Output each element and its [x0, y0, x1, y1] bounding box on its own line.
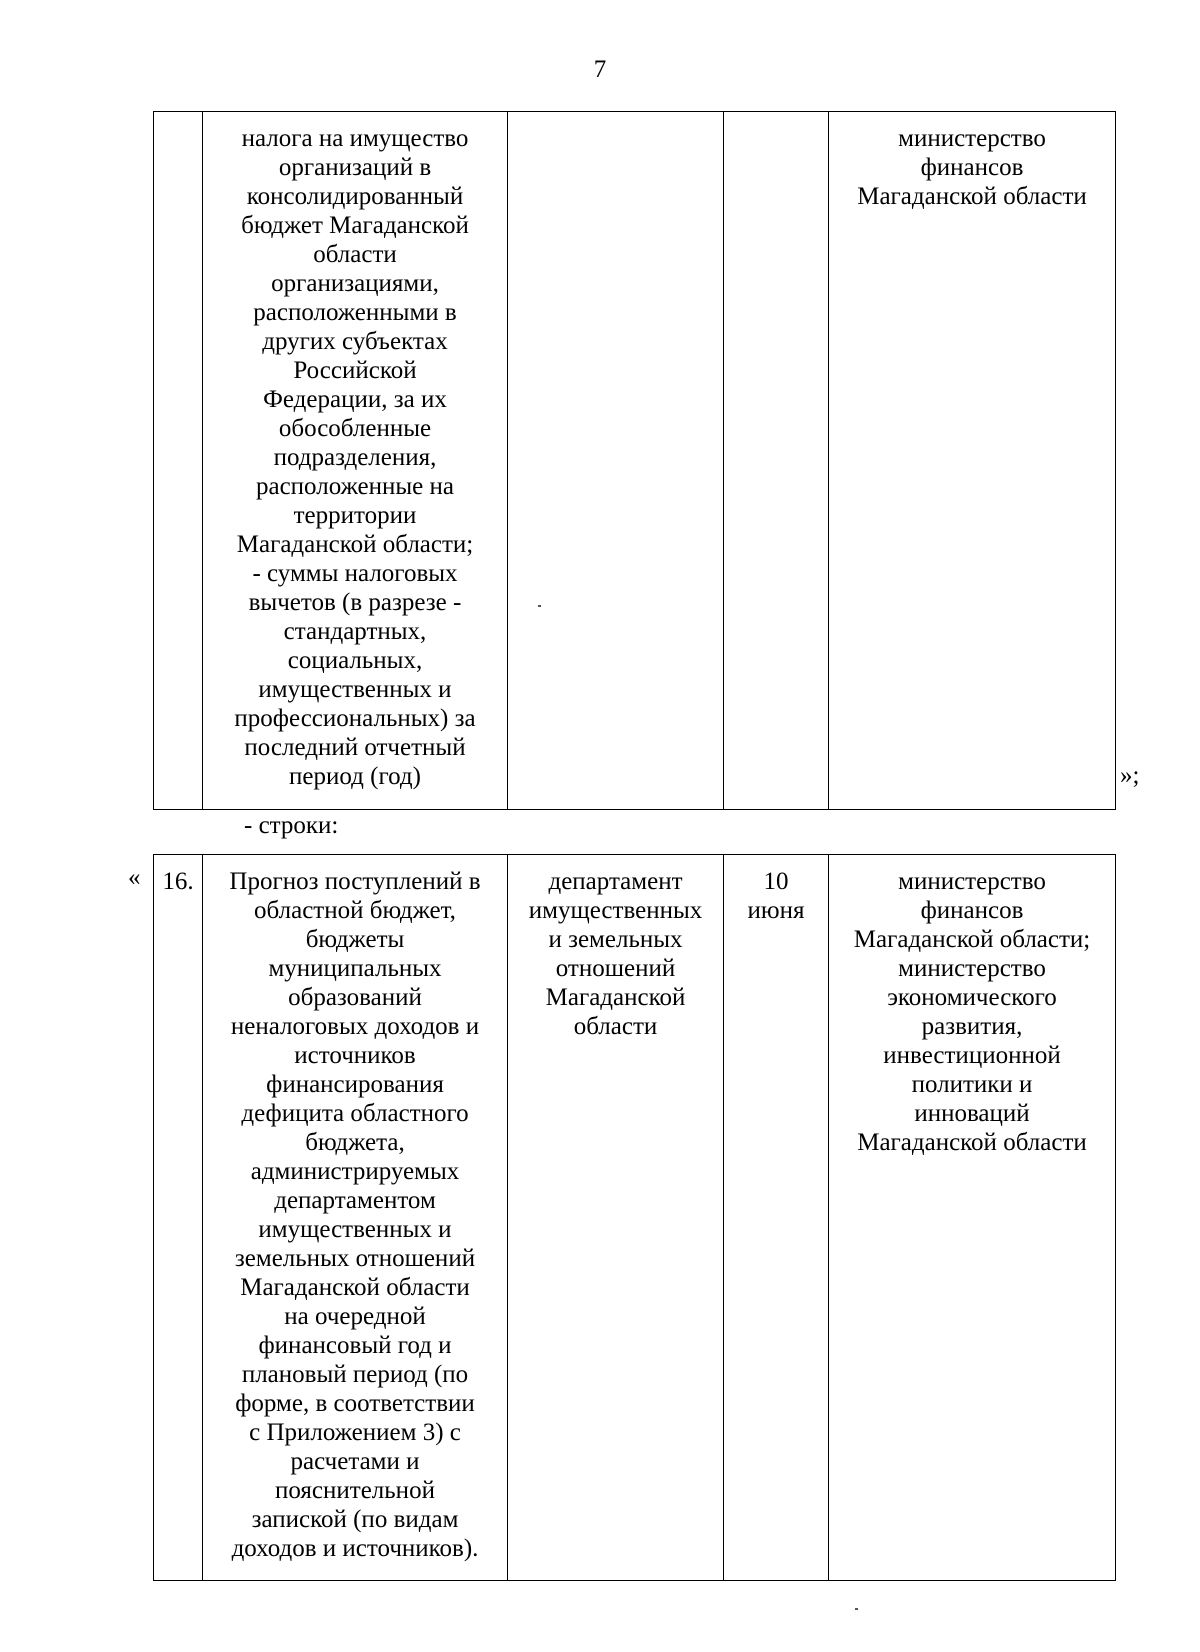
row-recipient-cell: министерство финансов Магаданской области	[829, 112, 1116, 810]
table-row	[154, 855, 1116, 1581]
row-name-cell: налога на имущество организаций в консолидированный бюджет Магаданской области организациями, расположенными в других субъектах Российской Федерации, за их обособленные подразделения, расположенные на территории Магаданской области; - суммы налоговых вычетов (в разрезе - стандартных, социальных, имущественных и профессиональных) за последний отчетный период (год)	[203, 112, 508, 810]
row-deadline-cell	[724, 112, 829, 810]
row-name-cell: Прогноз поступлений в областной бюджет, бюджеты муниципальных образований неналоговых доходов и источников финансирования дефицита областного бюджета, администрируемых департаментом имущественных и земельных отношений Магаданской области на очередной финансовый год и плановый период (по форме, в соответствии с Приложением 3) с расчетами и пояснительной запиской (по видам доходов и источников).	[203, 855, 508, 1581]
row-deadline-cell: 10 июня	[724, 855, 829, 1581]
rows-label: - строки:	[244, 812, 339, 839]
row-recipient-cell: министерство финансов Магаданской области; министерство экономического развития, инвестиционной политики и инноваций Магаданской области	[829, 855, 1116, 1581]
closing-quote: »;	[1120, 762, 1140, 789]
row-department-cell: департамент имущественных и земельных отношений Магаданской области	[508, 855, 724, 1581]
scan-speck	[855, 1608, 858, 1610]
row-department-cell	[508, 112, 724, 810]
opening-quote: «	[128, 864, 141, 891]
continued-row-table	[153, 111, 1116, 810]
table-row	[154, 112, 1116, 810]
new-row-table	[153, 854, 1116, 1581]
page-number: 7	[593, 56, 607, 83]
scan-speck	[538, 605, 541, 607]
row-number-cell	[154, 112, 203, 810]
row-number-cell: 16.	[154, 855, 203, 1581]
